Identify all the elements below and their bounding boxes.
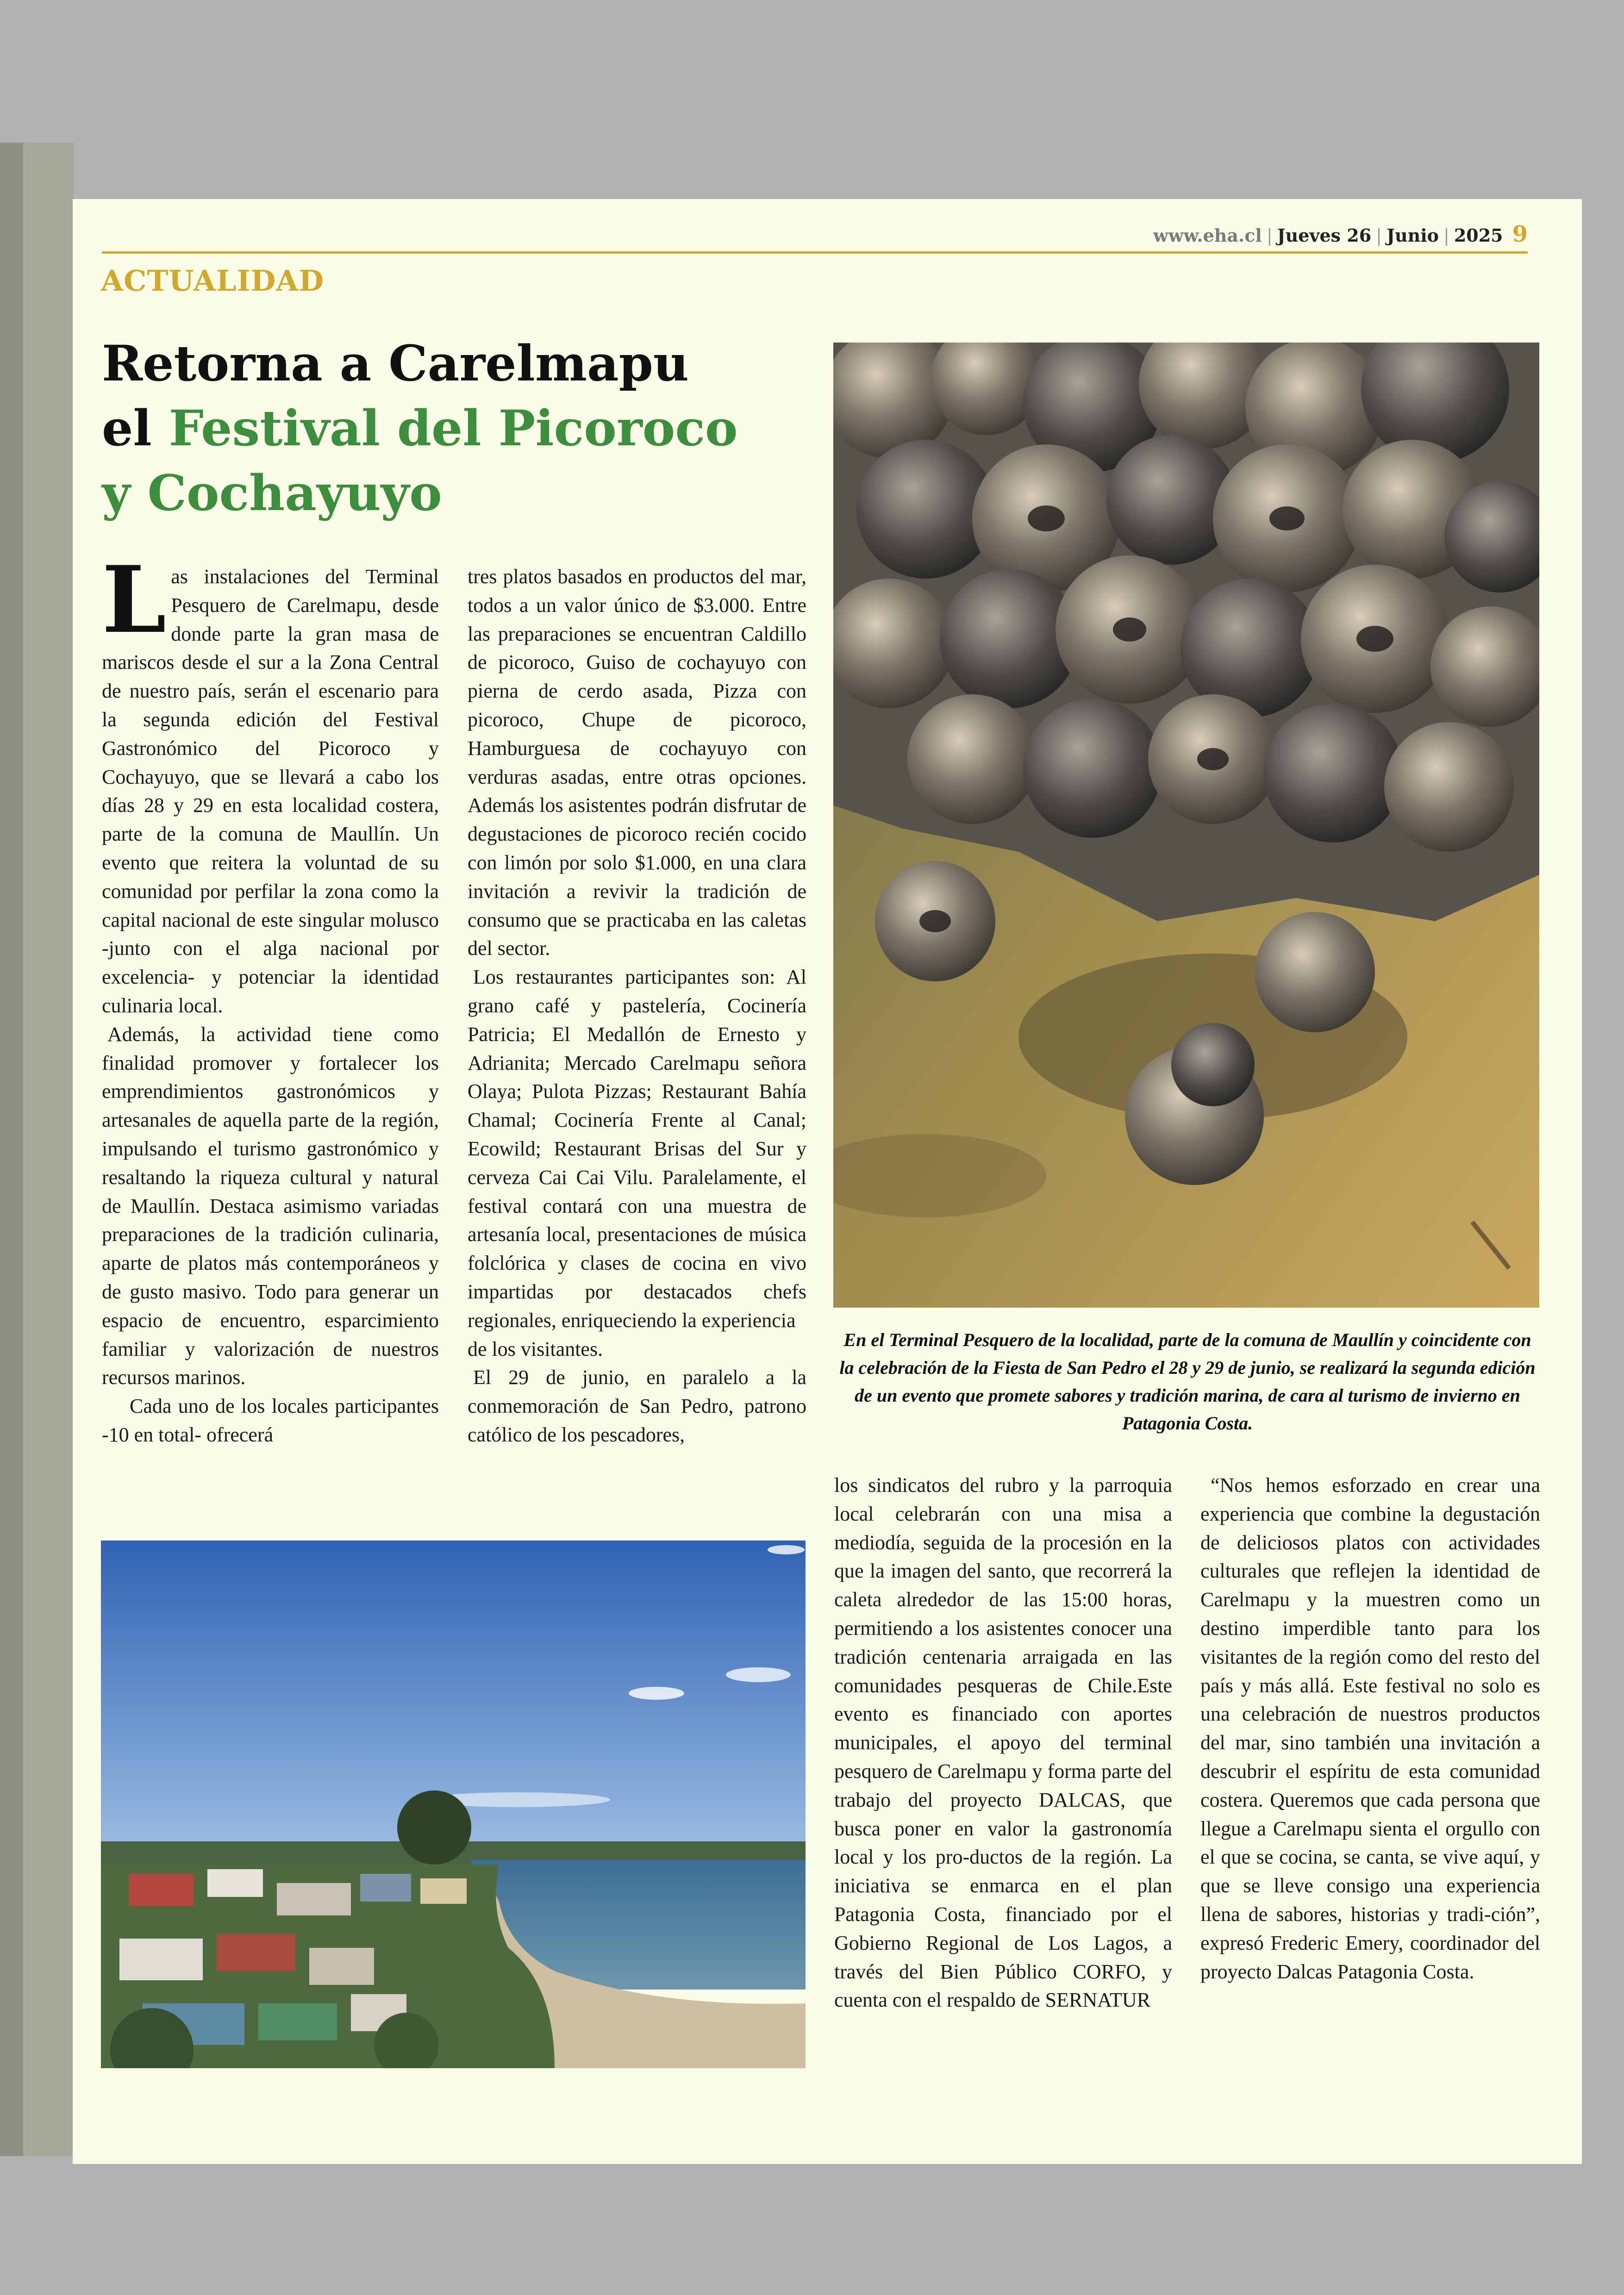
article-paragraph: Los restaurantes participantes son: Al grano café y pastelería, Cocinería Patricia; El Medallón de Ernesto y Adrianita; Mercado Carelmapu señora Olaya; Pulota Pizzas; Restaurant Bahía Chamal; Cocinería Frente al Canal; Ecowild; Restaurant Brisas del Sur y cerveza Cai Cai Vilu. Paralelamente, el festival contará con una muestra de artesanía local, presentaciones de música folclórica y clases de cocina en vivo impartidas por destacados chefs regionales, enriqueciendo la experiencia de los visitantes. [468,966,806,1360]
article-paragraph: Además, la actividad tiene como finalidad promover y fortalecer los emprendimientos gastronómicos y artesanales de aquella parte de la región, impulsando el turismo gastronómico y resaltando la riqueza cultural y natural de Maullín. Destaca asimismo variadas preparaciones de la tradición culinaria, aparte de platos más contemporáneos y de gusto masivo. Todo para generar un espacio de encuentro, esparcimiento familiar y valorización de nuestros recursos marinos. [102,1023,439,1389]
drop-cap: L [102,546,167,654]
headline-highlight: Festival del Picoroco [169,399,738,457]
article-paragraph: “Nos hemos esforzado en crear una experiencia que combine la degustación de deliciosos platos con actividades culturales que reflejen la identidad de Carelmapu y la muestren como un destino imperdible tanto para los visitantes de la región como del resto del país y más allá. Este festival no solo es una celebración de nuestros productos del mar, sino también una invitación a descubrir el espíritu de esta comunidad costera. Queremos que cada persona que llegue a Carelmapu sienta el orgullo con el que se cocina, se canta, se vive aquí, y que se lleve consigo una experiencia llena de sabores, historias y tradi-ción”, expresó Frederic Emery, coordinador del proyecto Dalcas Patagonia Costa. [1200,1474,1540,1983]
article-paragraph: El 29 de junio, en paralelo a la conmemoración de San Pedro, patrono católico de los pescadores, [468,1366,806,1446]
headline-line-2: el Festival del Picoroco [102,399,738,457]
article-column-4 [1200,1471,1540,1986]
picoroco-photo [833,343,1539,1308]
article-paragraph: los sindicatos del rubro y la parroquia local celebrarán con una misa a mediodía, seguida de la procesión en la que la imagen del santo, que recorrerá la caleta alrededor de las 15:00 horas, permitiendo a los asistentes conocer una tradición centenaria arraigada en las comunidades pesqueras de Chile.Este evento es financiado con aportes municipales, el apoyo del terminal pesquero de Carelmapu y forma parte del trabajo del proyecto DALCAS, que busca poner en valor la gastronomía local y los pro-ductos de la región. La iniciativa se enmarca en el plan Patagonia Costa, financiado por el Gobierno Regional de Los Lagos, a través del Bien Público CORFO, y cuenta con el respaldo de SERNATUR [834,1474,1172,2012]
masthead: www.eha.cl | Jueves 26 | Junio | 2025 9 [1153,221,1528,247]
carelmapu-photo [101,1540,806,2068]
header-rule [102,251,1528,254]
date-month: Junio [1386,225,1439,246]
article-paragraph: Cada uno de los locales participantes -10 en total- ofrecerá [102,1395,439,1446]
photo-caption: En el Terminal Pesquero de la localidad, parte de la comuna de Maullín y coincidente con la celebración de la Fiesta de San Pedro el 28 y 29 de junio, se realizará la segunda edición de un evento que promete sabores y tradición marina, de cara al turismo de invierno en Patagonia Costa. [839,1329,1536,1434]
article-column-3 [834,1471,1172,2014]
article-column-2 [468,562,806,1449]
page-number: 9 [1512,221,1528,247]
headline-line-1: Retorna a Carelmapu [102,334,689,392]
date-day: Jueves 26 [1277,225,1372,246]
site-url[interactable]: www.eha.cl [1153,225,1262,246]
article-paragraph: Las instalaciones del Terminal Pesquero de Carelmapu, desde donde parte la gran masa de mariscos desde el sur a la Zona Central de nuestro país, serán el escenario para la segunda edición del Festival Gastronómico del Picoroco y Cochayuyo, que se llevará a cabo los días 28 y 29 en esta localidad costera, parte de la comuna de Maullín. Un evento que reitera la voluntad de su comunidad por perfilar la zona como la capital nacional de este singular molusco -junto con el alga nacional por excelencia- y potenciar la identidad culinaria local. [102,546,439,1017]
headline-line-3: y Cochayuyo [102,464,442,522]
magazine-spine-shadow [0,143,23,2156]
date-year: 2025 [1454,225,1503,246]
article-paragraph: tres platos basados en productos del mar, todos a un valor único de $3.000. Entre las preparaciones se encuentran Caldillo de picoroco, Guiso de cochayuyo con pierna de cerdo asada, Pizza con picoroco, Chupe de picoroco, Hamburguesa de cochayuyo con verduras asadas, entre otras opciones. Además los asistentes podrán disfrutar de degustaciones de picoroco recién cocido con limón por solo $1.000, en una clara invitación a revivir la tradición de consumo que se practicaba en las caletas del sector. [468,565,806,960]
section-label: ACTUALIDAD [101,264,325,298]
article-column-1 [102,546,439,1449]
headline [102,331,815,525]
